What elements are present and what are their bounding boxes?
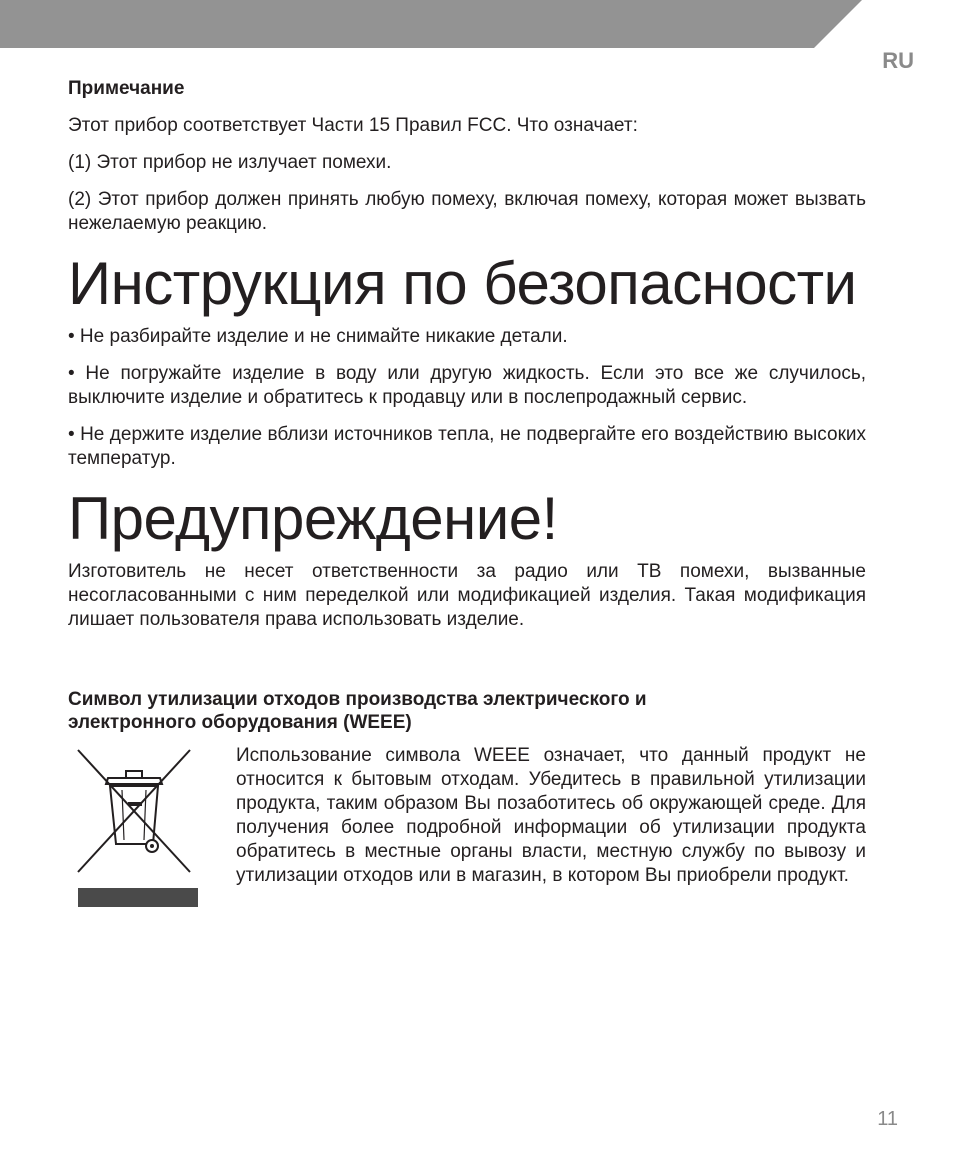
safety-item-1: • Не разбирайте изделие и не снимайте никакие детали.	[68, 326, 568, 347]
language-label: RU	[882, 48, 914, 73]
weee-heading	[68, 688, 866, 734]
safety-item-2: • Не погружайте изделие в воду или другую жидкость. Если это все же случилось, выключите изделие и обратитесь к продавцу или в послепродажный сервис.	[68, 363, 866, 408]
crossed-out-wheelie-bin-icon	[68, 742, 198, 912]
page-number: 11	[877, 1108, 898, 1130]
weee-heading-line-1: Символ утилизации отходов производства электрического и	[68, 689, 647, 710]
page-content	[68, 78, 866, 912]
warning-title: Предупреждение!	[68, 485, 558, 552]
weee-text: Использование символа WEEE означает, что данный продукт не относится к бытовым отходам. Убедитесь в правильной утилизации продукта, таким образом Вы позаботитесь об окружающей среде. Для получения более подробной информации об утилизации продукта обратитесь в местные органы власти, местную службу по вывозу и утилизации отходов или в магазин, в котором Вы приобрели продукт.	[236, 745, 866, 886]
note-line-3: (2) Этот прибор должен принять любую помеху, включая помеху, которая может вызвать нежелаемую реакцию.	[68, 189, 866, 234]
note-line-2: (1) Этот прибор не излучает помехи.	[68, 152, 392, 173]
weee-heading-line-2: электронного оборудования (WEEE)	[68, 712, 412, 733]
warning-text: Изготовитель не несет ответственности за радио или ТВ помехи, вызванные несогласованными с ним переделкой или модификацией изделия. Такая модификация лишает пользователя права использовать изделие.	[68, 561, 866, 630]
safety-item-3: • Не держите изделие вблизи источников тепла, не подвергайте его воздействию высоких температур.	[68, 424, 866, 469]
header-band	[0, 0, 954, 48]
note-heading: Примечание	[68, 78, 185, 99]
note-line-1: Этот прибор соответствует Части 15 Правил FCC. Что означает:	[68, 115, 638, 136]
weee-section	[68, 742, 866, 912]
safety-title: Инструкция по безопасности	[68, 250, 857, 317]
